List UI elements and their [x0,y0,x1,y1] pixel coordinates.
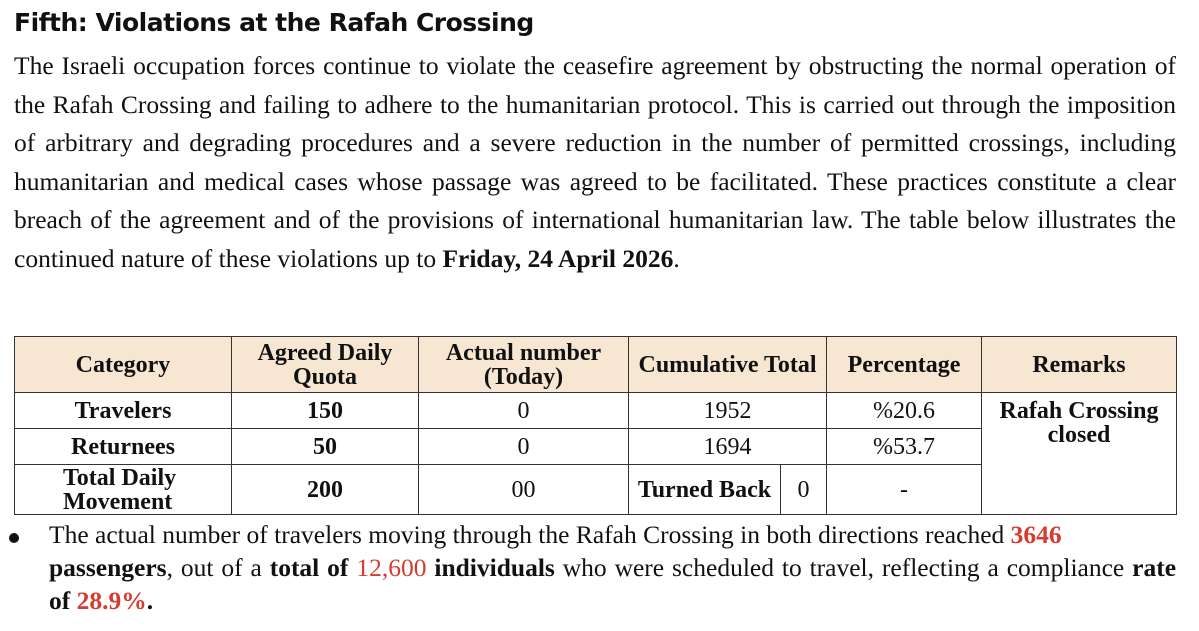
intro-paragraph [14,47,1176,278]
table-row [15,393,1177,429]
passengers-word: passengers [49,553,167,582]
summary-part2: , out of a [166,553,270,582]
row-percentage: %20.6 [827,393,982,429]
row-category: Returnees [15,429,232,465]
total-of-label: total of [269,553,349,582]
turned-back-label: Turned Back [629,465,781,515]
header-remarks: Remarks [982,337,1177,393]
intro-paragraph-text: The Israeli occupation forces continue to violate the ceasefire agreement by obstructing the normal operation of the Rafah Crossing and failing to adhere to the humanitarian protocol. This is carried out through the imposition of arbitrary and degrading procedures and a severe reduction in the number of permitted crossings, including humanitarian and medical cases whose passage was agreed to be facilitated. These practices constitute a clear breach of the agreement and of the provisions of international humanitarian law. The table below illustrates the continued nature of these violations up to [14,51,1176,273]
header-category: Category [15,337,232,393]
rate-of-label: rate of [49,553,1177,615]
individuals-word: individuals [434,553,555,582]
header-cumulative-total: Cumulative Total [629,337,827,393]
rafah-crossing-table [14,336,1177,515]
table-header-row [15,337,1177,393]
row-percentage: %53.7 [827,429,982,465]
row-category: Travelers [15,393,232,429]
remarks-cell: Rafah Crossing closed [982,393,1177,515]
row-agreed-quota: 150 [232,393,419,429]
row-agreed-quota: 50 [232,429,419,465]
total-individuals-number: 12,600 [356,553,427,582]
turned-back-value: 0 [781,465,827,515]
passengers-number: 3646 [1010,520,1062,549]
header-actual-number: Actual number (Today) [419,337,629,393]
total-percentage: - [827,465,982,515]
summary-part3: who were scheduled to travel, reflecting a compliance [554,553,1133,582]
row-cumulative-total: 1952 [629,393,827,429]
report-date: Friday, 24 April 2026 [442,243,674,273]
total-agreed-quota: 200 [232,465,419,515]
row-actual-number: 0 [419,429,629,465]
row-actual-number: 0 [419,393,629,429]
header-agreed-quota: Agreed Daily Quota [232,337,419,393]
summary-end: . [146,586,154,615]
total-category: Total Daily Movement [15,465,232,515]
total-actual-number: 00 [419,465,629,515]
summary-part1: The actual number of travelers moving through the Rafah Crossing in both directions reached [49,520,1011,549]
summary-text [49,518,1176,617]
header-percentage: Percentage [827,337,982,393]
row-cumulative-total: 1694 [629,429,827,465]
section-heading: Fifth: Violations at the Rafah Crossing [14,8,534,37]
bullet-icon [9,533,19,543]
compliance-rate-value: 28.9% [76,586,147,615]
intro-paragraph-end: . [673,243,680,273]
